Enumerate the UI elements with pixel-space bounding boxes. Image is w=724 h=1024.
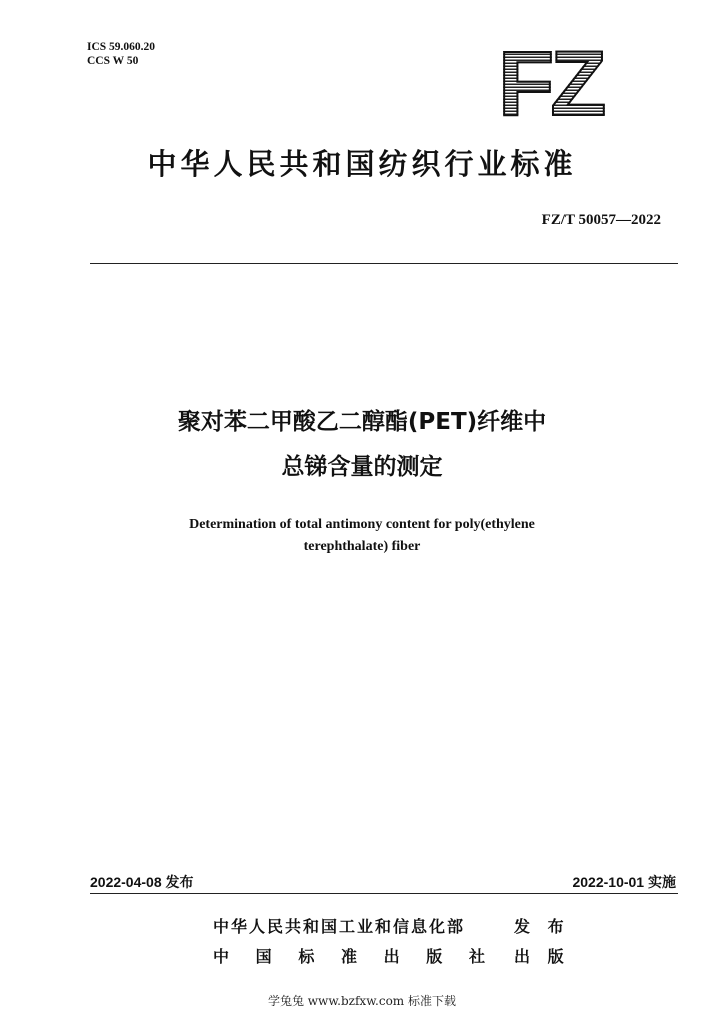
publisher-action: 出 版 <box>514 947 570 966</box>
publisher-char: 社 <box>468 947 485 966</box>
issuer-name: 中华人民共和国工业和信息化部 <box>213 917 466 936</box>
ccs-code: CCS W 50 <box>87 55 139 67</box>
publisher-char: 出 <box>383 947 400 966</box>
publish-date: 2022-04-08 发布 <box>90 874 194 890</box>
org-title: 中华人民共和国纺织行业标准 <box>147 147 577 181</box>
standard-number: FZ/T 50057—2022 <box>541 212 661 228</box>
publisher-name <box>213 944 485 967</box>
bottom-divider <box>90 893 678 894</box>
publisher-char: 版 <box>426 947 443 966</box>
publisher-char: 国 <box>255 947 272 966</box>
fz-logo-text: FZ <box>498 44 618 124</box>
publisher-char: 准 <box>340 947 357 966</box>
ics-code: ICS 59.060.20 <box>87 41 156 53</box>
chinese-title-line-2: 总锑含量的测定 <box>281 454 443 480</box>
english-title <box>0 514 724 558</box>
english-title-line-2: terephthalate) fiber <box>303 539 421 554</box>
publisher-char: 标 <box>298 947 315 966</box>
chinese-title <box>0 400 724 490</box>
fz-logo <box>498 33 618 135</box>
issuer-action: 发 布 <box>514 917 570 936</box>
classification-codes <box>87 40 155 68</box>
top-divider <box>90 263 678 264</box>
publisher-char: 中 <box>213 947 230 966</box>
chinese-title-line-1: 聚对苯二甲酸乙二醇酯(PET)纤维中 <box>177 409 547 435</box>
implementation-date: 2022-10-01 实施 <box>572 874 676 890</box>
footer-watermark: 学兔兔 www.bzfxw.com 标准下载 <box>267 994 457 1008</box>
english-title-line-1: Determination of total antimony content for poly(ethylene <box>189 517 535 532</box>
